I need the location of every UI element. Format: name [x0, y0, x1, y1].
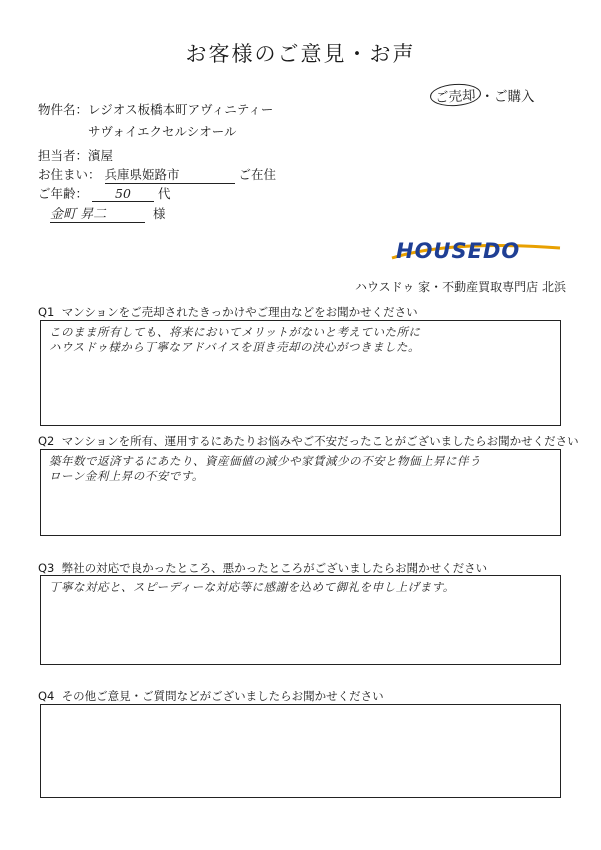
- property-label: 物件名：: [38, 102, 89, 117]
- answer-text: 築年数で返済するにあたり、資産価値の減少や家賃減少の不安と物価上昇に伴う ローン金利上昇の不安です。: [49, 454, 481, 483]
- answer-box-3: [40, 575, 561, 665]
- store-name: ハウスドゥ 家・不動産買取専門店 北浜: [355, 280, 566, 294]
- address-suffix: ご在住: [238, 167, 276, 182]
- customer-honorific: 様: [152, 206, 166, 221]
- staff-label: 担当者：: [38, 148, 89, 163]
- address-value: 兵庫県姫路市: [105, 165, 235, 184]
- purpose-separator: ・: [480, 89, 494, 105]
- property-row: [38, 100, 273, 118]
- staff-row: [38, 146, 113, 164]
- customer-name: 金町 昇二: [50, 203, 145, 223]
- question-3: [38, 560, 487, 576]
- question-text: その他ご意見・ご質問などがございましたらお聞かせください: [61, 689, 384, 703]
- address-row: [38, 165, 276, 184]
- answer-text: [41, 705, 560, 713]
- answer-text: このまま所有しても、将来においてメリットがないと考えていた所に ハウスドゥ様から丁寧なアドバイスを頂き売却の決心がつきました。: [49, 325, 421, 354]
- question-4: [38, 688, 384, 704]
- address-label: お住まい：: [38, 167, 101, 182]
- age-suffix: 代: [157, 186, 171, 201]
- question-text: マンションを所有、運用するにあたりお悩みやご不安だったことがございましたらお聞かせください: [61, 434, 579, 448]
- age-row: [38, 184, 171, 202]
- question-1: [38, 304, 418, 320]
- answer-box-1: [40, 320, 561, 426]
- housedo-logo: [390, 236, 570, 264]
- purpose-selected-sale: ご売却: [429, 82, 481, 107]
- property-name-line1: レジオス板橋本町アヴィニティー: [88, 102, 274, 117]
- answer-text: 丁寧な対応と、スピーディーな対応等に感謝を込めて御礼を申し上げます。: [49, 580, 455, 594]
- logo-text: HOUSEDO: [396, 239, 521, 263]
- answer-box-2: [40, 449, 561, 536]
- question-2: [38, 433, 579, 449]
- purpose-other-purchase: ご購入: [494, 89, 535, 105]
- answer-box-4: [40, 704, 561, 798]
- customer-row: [50, 203, 166, 223]
- staff-name: 濱屋: [88, 148, 114, 163]
- property-name-line2: サヴォイエクセルシオール: [88, 124, 237, 139]
- question-number: Q4: [38, 689, 55, 703]
- purpose-selector: [430, 84, 535, 106]
- age-value: 50: [92, 186, 154, 202]
- page-title: お客様のご意見・お声: [185, 42, 416, 66]
- age-label: ご年齢：: [38, 186, 89, 201]
- question-number: Q1: [38, 305, 55, 319]
- question-text: 弊社の対応で良かったところ、悪かったところがございましたらお聞かせください: [61, 561, 488, 575]
- question-number: Q2: [38, 434, 55, 448]
- question-text: マンションをご売却されたきっかけやご理由などをお聞かせください: [61, 305, 418, 319]
- question-number: Q3: [38, 561, 55, 575]
